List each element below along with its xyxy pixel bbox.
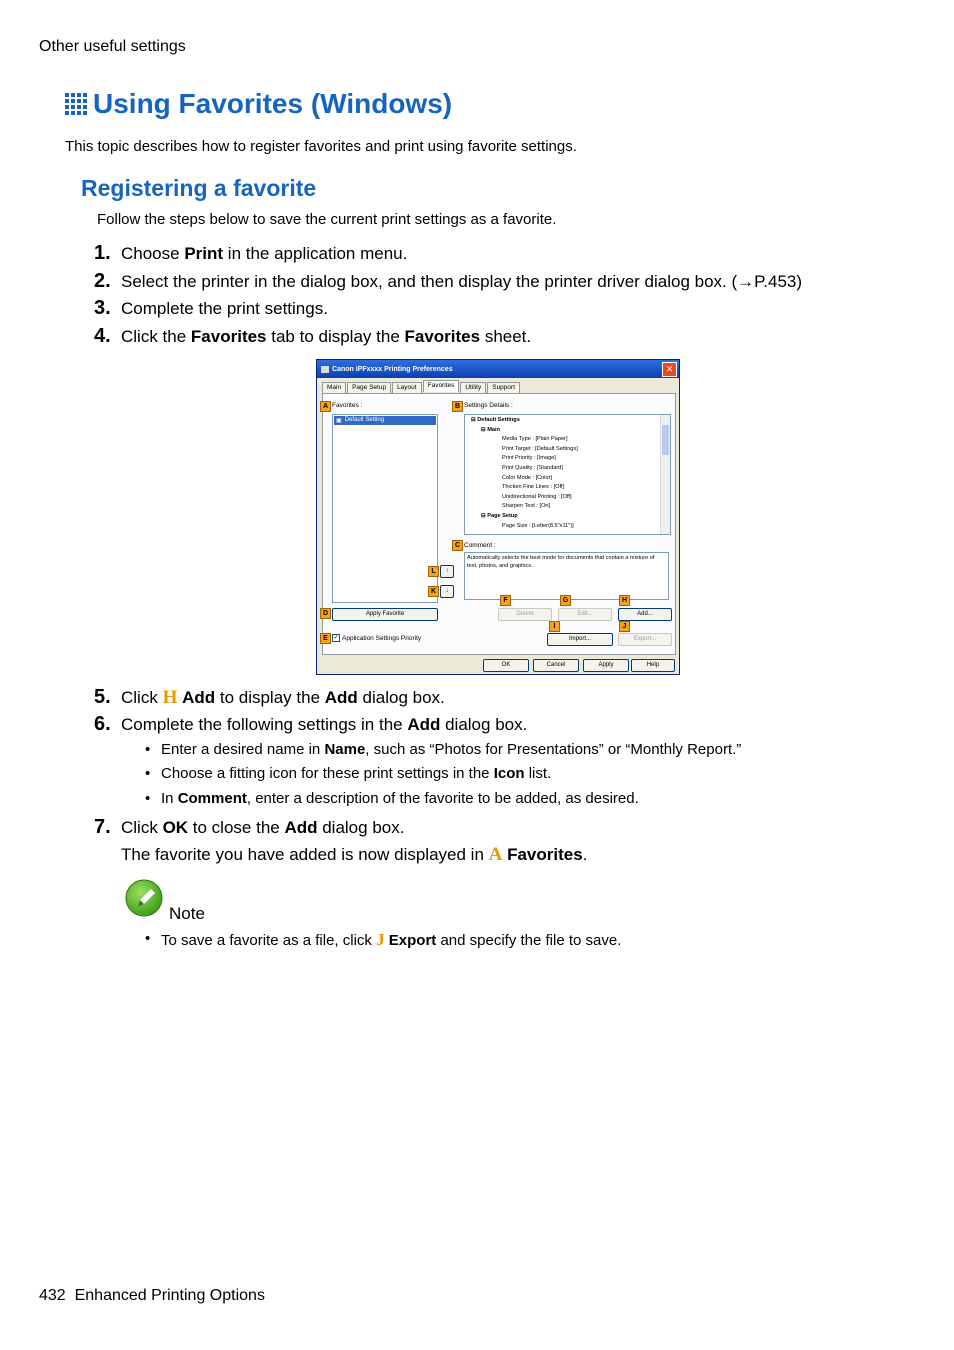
step-text: Click the <box>121 327 191 346</box>
ok-button[interactable]: OK <box>483 659 529 672</box>
note-bullet: • To save a favorite as a file, click J Export and specify the file to save. <box>145 930 622 949</box>
bullet-text: Choose a fitting icon for these print settings in the <box>161 765 494 782</box>
tab-favorites[interactable]: Favorites <box>423 380 460 392</box>
comment-label: Comment : <box>464 542 496 549</box>
step-5 <box>94 686 445 709</box>
step-text: dialog box. <box>317 818 405 837</box>
tree-item: Page Size : [Letter(8.5"x11")] <box>502 522 574 529</box>
tab-support[interactable]: Support <box>487 382 520 394</box>
bullet-icon: • Choose a fitting icon for these print settings in the Icon list. <box>145 765 552 782</box>
step-7-result <box>121 844 587 866</box>
bullet-bold: Comment <box>177 790 247 807</box>
help-button[interactable]: Help <box>631 659 675 672</box>
tree-item: Print Priority : [Image] <box>502 455 556 462</box>
badge-f: F <box>500 595 511 606</box>
badge-h: H <box>619 595 630 606</box>
step-text: Complete the following settings in the <box>121 715 408 734</box>
favorites-list[interactable] <box>332 414 438 603</box>
step-text: Click <box>121 688 163 707</box>
step-bold: Favorites <box>190 327 267 346</box>
letter-marker: J <box>376 930 385 949</box>
tab-layout[interactable]: Layout <box>392 382 422 394</box>
apply-favorite-button[interactable]: Apply Favorite <box>332 608 438 621</box>
bullet-text: To save a favorite as a file, click <box>161 932 377 949</box>
badge-a: A <box>320 401 331 412</box>
bullet-text: and specify the file to save. <box>436 932 622 949</box>
dialog-title-bar <box>317 360 679 378</box>
bullet-text: , such as “Photos for Presentations” or “Monthly Report.” <box>365 741 742 758</box>
step-number: 1. <box>94 242 111 264</box>
step-text: to close the <box>188 818 285 837</box>
step-text: The favorite you have added is now displayed in <box>121 845 489 864</box>
step-text: dialog box. <box>357 688 445 707</box>
page-title <box>65 88 452 120</box>
section-intro: Follow the steps below to save the current print settings as a favorite. <box>97 211 557 228</box>
badge-c: C <box>452 540 463 551</box>
step-text: sheet. <box>480 327 532 346</box>
favorites-sheet <box>322 393 676 655</box>
badge-b: B <box>452 401 463 412</box>
dialog-title: Canon iPFxxxx Printing Preferences <box>332 365 453 373</box>
footer-section: Enhanced Printing Options <box>74 1287 265 1304</box>
cancel-button[interactable]: Cancel <box>533 659 579 672</box>
checkbox[interactable]: ✓ <box>333 635 339 641</box>
bullet-text: , enter a description of the favorite to be added, as desired. <box>246 790 639 807</box>
badge-d: D <box>320 608 331 619</box>
step-number: 4. <box>94 325 111 347</box>
running-header: Other useful settings <box>39 38 186 55</box>
page-number: 432 <box>39 1287 66 1304</box>
tree-item: Sharpen Text : [On] <box>502 503 551 510</box>
letter-marker: H <box>162 687 178 708</box>
step-bold: Add <box>324 688 358 707</box>
tree-item: Thicken Fine Lines : [Off] <box>502 484 565 491</box>
step-bold: Add <box>182 688 216 707</box>
step-text: Complete the print settings. <box>121 299 328 318</box>
step-bold: OK <box>162 818 189 837</box>
tree-item: Print Quality : [Standard] <box>502 464 563 471</box>
bullet-bold: Icon <box>493 765 525 782</box>
step-text: to display the <box>215 688 325 707</box>
step-number: 6. <box>94 713 111 735</box>
comment-box[interactable]: Automatically selects the best mode for documents that contain a mixture of text, photos, and graphics. <box>464 552 669 600</box>
step-bold: Favorites <box>507 845 583 864</box>
intro-text: This topic describes how to register favorites and print using favorite settings. <box>65 138 577 155</box>
tree-item: Print Target : [Default Settings] <box>502 445 578 452</box>
badge-j: J <box>619 621 630 632</box>
close-icon[interactable]: ✕ <box>662 362 677 377</box>
move-up-button[interactable]: ↑ <box>440 565 454 578</box>
step-text: tab to display the <box>266 327 405 346</box>
tab-page-setup[interactable]: Page Setup <box>347 382 391 394</box>
page-title-text: Using Favorites (Windows) <box>93 88 453 119</box>
page-footer <box>39 1287 265 1305</box>
tree-item: Media Type : [Plain Paper] <box>502 436 568 443</box>
step-number: 5. <box>94 686 111 708</box>
tree-item: ⊟ Default Settings <box>471 417 520 423</box>
bullet-text: Enter a desired name in <box>161 741 325 758</box>
step-6 <box>94 713 527 736</box>
bullet-bold: Export <box>388 932 437 949</box>
step-1 <box>94 242 407 265</box>
step-text: Select the printer in the dialog box, and then display the printer driver dialog box. (→P.453) <box>121 272 803 291</box>
step-number: 2. <box>94 270 111 292</box>
tab-utility[interactable]: Utility <box>460 382 486 394</box>
step-7 <box>94 816 404 839</box>
bullet-comment: • In Comment, enter a description of the favorite to be added, as desired. <box>145 790 639 807</box>
section-heading: Registering a favorite <box>81 175 317 201</box>
step-text: Click <box>121 818 163 837</box>
step-bold: Add <box>407 715 441 734</box>
delete-button[interactable]: Delete <box>498 608 552 621</box>
bullet-text: list. <box>524 765 552 782</box>
step-bold: Favorites <box>404 327 481 346</box>
step-text: dialog box. <box>440 715 528 734</box>
bullet-text: In <box>161 790 178 807</box>
printer-icon <box>321 366 329 373</box>
favorites-item[interactable] <box>334 416 436 425</box>
export-button[interactable]: Export... <box>618 633 672 646</box>
tab-main[interactable]: Main <box>322 382 346 394</box>
settings-details-label: Settings Details : <box>464 402 513 409</box>
badge-k: L <box>428 566 439 577</box>
move-down-button[interactable]: ↓ <box>440 585 454 598</box>
document-icon: ▣ <box>336 418 342 424</box>
letter-marker: A <box>488 844 503 865</box>
apply-button[interactable]: Apply <box>583 659 629 672</box>
tree-item: Unidirectional Printing : [Off] <box>502 493 572 500</box>
step-2 <box>94 270 802 293</box>
printing-preferences-dialog <box>316 359 680 675</box>
step-bold: Print <box>184 244 224 263</box>
note-label: Note <box>169 904 205 923</box>
badge-l: K <box>428 586 439 597</box>
tree-item: ⊟ Main <box>481 426 500 433</box>
step-3 <box>94 297 328 320</box>
step-number: 7. <box>94 816 111 838</box>
badge-i: I <box>549 621 560 632</box>
tree-item: ⊟ Page Setup <box>481 512 518 519</box>
app-priority-label: Application Settings Priority <box>342 634 422 642</box>
add-button[interactable]: Add... <box>618 608 672 621</box>
tree-item: Color Mode : [Color] <box>502 474 553 481</box>
step-number: 3. <box>94 297 111 319</box>
step-text: . <box>582 845 588 864</box>
favorites-item-label: Default Setting <box>344 417 385 423</box>
step-text: in the application menu. <box>223 244 408 263</box>
import-button[interactable]: Import... <box>547 633 613 646</box>
step-bold: Add <box>284 818 318 837</box>
step-4 <box>94 325 531 348</box>
scrollbar-thumb[interactable] <box>662 425 669 455</box>
bullet-bold: Name <box>324 741 366 758</box>
bullet-name: • Enter a desired name in Name, such as “Photos for Presentations” or “Monthly Report.” <box>145 741 742 758</box>
app-priority-row[interactable] <box>332 634 421 642</box>
settings-details-tree[interactable] <box>464 414 671 535</box>
badge-g: G <box>560 595 571 606</box>
favorites-label: Favorites : <box>332 402 363 409</box>
scrollbar[interactable] <box>660 415 670 534</box>
edit-button[interactable]: Edit... <box>558 608 612 621</box>
badge-e: E <box>320 633 331 644</box>
step-text: Choose <box>121 244 185 263</box>
note-pencil-icon <box>125 879 163 917</box>
grid-icon <box>65 93 87 115</box>
